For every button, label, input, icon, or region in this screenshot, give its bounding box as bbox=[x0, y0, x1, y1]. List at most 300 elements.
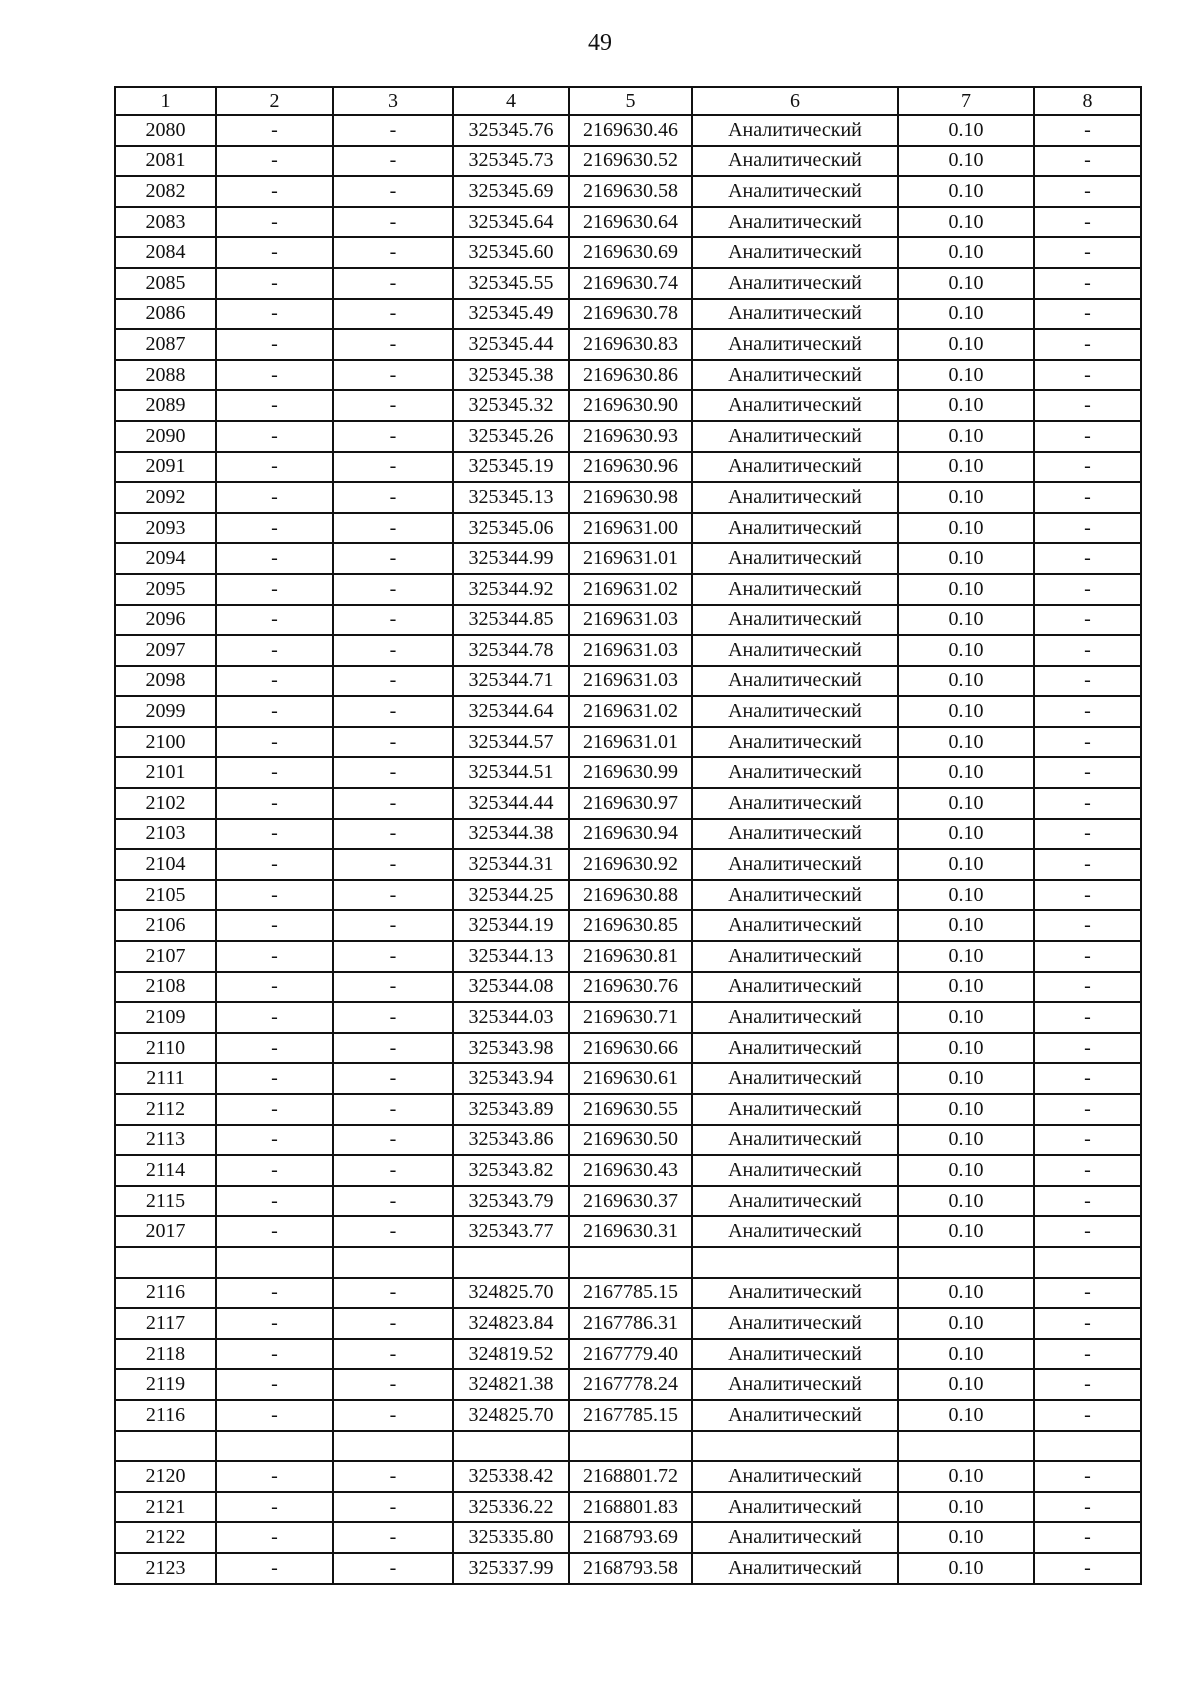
table-cell: 2169630.85 bbox=[569, 910, 692, 941]
table-row bbox=[115, 1369, 1141, 1400]
table-cell: Аналитический bbox=[692, 788, 898, 819]
table-cell: - bbox=[333, 115, 453, 146]
table-cell: - bbox=[216, 329, 333, 360]
table-cell: - bbox=[1034, 696, 1141, 727]
table-cell: 2100 bbox=[115, 727, 216, 758]
table-cell: 2167785.15 bbox=[569, 1400, 692, 1431]
table-cell: 2167786.31 bbox=[569, 1308, 692, 1339]
table-row bbox=[115, 268, 1141, 299]
table-cell: - bbox=[216, 360, 333, 391]
table-cell: - bbox=[216, 1522, 333, 1553]
table-cell bbox=[898, 1431, 1034, 1462]
table-cell: Аналитический bbox=[692, 635, 898, 666]
table-row bbox=[115, 329, 1141, 360]
table-cell: - bbox=[1034, 268, 1141, 299]
table-row bbox=[115, 1216, 1141, 1247]
table-body bbox=[115, 115, 1141, 1584]
table-cell: - bbox=[1034, 1278, 1141, 1309]
table-cell: 0.10 bbox=[898, 849, 1034, 880]
table-cell: 325343.86 bbox=[453, 1125, 569, 1156]
table-cell: 325345.55 bbox=[453, 268, 569, 299]
table-cell: 325335.80 bbox=[453, 1522, 569, 1553]
table-cell: Аналитический bbox=[692, 237, 898, 268]
table-row bbox=[115, 1400, 1141, 1431]
table-cell: 2118 bbox=[115, 1339, 216, 1370]
table-row bbox=[115, 176, 1141, 207]
table-cell: 325344.25 bbox=[453, 880, 569, 911]
table-cell: - bbox=[1034, 1155, 1141, 1186]
table-cell bbox=[115, 1431, 216, 1462]
table-cell: - bbox=[216, 1461, 333, 1492]
table-cell: - bbox=[216, 1094, 333, 1125]
table-cell: 2116 bbox=[115, 1278, 216, 1309]
table-cell: - bbox=[333, 941, 453, 972]
table-cell: 2169631.03 bbox=[569, 666, 692, 697]
table-cell: - bbox=[216, 1002, 333, 1033]
table-cell: 2169630.37 bbox=[569, 1186, 692, 1217]
table-cell: 0.10 bbox=[898, 1216, 1034, 1247]
table-cell bbox=[333, 1431, 453, 1462]
table-cell: - bbox=[216, 299, 333, 330]
table-cell: 325345.60 bbox=[453, 237, 569, 268]
table-cell: - bbox=[216, 1155, 333, 1186]
table-cell: - bbox=[216, 910, 333, 941]
table-cell: 2169631.00 bbox=[569, 513, 692, 544]
table-cell: - bbox=[333, 452, 453, 483]
table-cell: - bbox=[1034, 757, 1141, 788]
table-cell: - bbox=[1034, 635, 1141, 666]
table-cell: - bbox=[216, 727, 333, 758]
table-cell: 0.10 bbox=[898, 788, 1034, 819]
table-cell: - bbox=[333, 880, 453, 911]
table-cell: 0.10 bbox=[898, 452, 1034, 483]
table-cell: 325345.26 bbox=[453, 421, 569, 452]
table-cell: 0.10 bbox=[898, 1522, 1034, 1553]
coordinates-table bbox=[114, 86, 1142, 1585]
table-cell: 2169630.81 bbox=[569, 941, 692, 972]
table-cell: Аналитический bbox=[692, 1125, 898, 1156]
table-cell: - bbox=[1034, 237, 1141, 268]
table-cell: 325343.89 bbox=[453, 1094, 569, 1125]
table-cell: - bbox=[333, 329, 453, 360]
table-cell: 2169631.03 bbox=[569, 635, 692, 666]
table-cell: 2105 bbox=[115, 880, 216, 911]
table-cell: 2169630.58 bbox=[569, 176, 692, 207]
table-cell: 2114 bbox=[115, 1155, 216, 1186]
table-cell: - bbox=[216, 1125, 333, 1156]
table-cell: 325345.44 bbox=[453, 329, 569, 360]
table-cell: - bbox=[1034, 207, 1141, 238]
table-row bbox=[115, 941, 1141, 972]
table-cell: 2088 bbox=[115, 360, 216, 391]
table-cell: 2169630.90 bbox=[569, 390, 692, 421]
table-cell: - bbox=[1034, 1400, 1141, 1431]
table-cell: - bbox=[333, 1339, 453, 1370]
table-row bbox=[115, 1125, 1141, 1156]
table-cell: - bbox=[1034, 880, 1141, 911]
table-row bbox=[115, 910, 1141, 941]
table-row bbox=[115, 452, 1141, 483]
table-row bbox=[115, 299, 1141, 330]
table-cell: Аналитический bbox=[692, 176, 898, 207]
table-cell: - bbox=[333, 757, 453, 788]
table-cell: Аналитический bbox=[692, 1216, 898, 1247]
table-cell: 0.10 bbox=[898, 972, 1034, 1003]
table-cell: 2167785.15 bbox=[569, 1278, 692, 1309]
table-cell bbox=[898, 1247, 1034, 1278]
table-cell: 0.10 bbox=[898, 666, 1034, 697]
table-cell: - bbox=[333, 1094, 453, 1125]
table-cell: 2113 bbox=[115, 1125, 216, 1156]
table-cell: 2169630.74 bbox=[569, 268, 692, 299]
table-cell: 2099 bbox=[115, 696, 216, 727]
table-cell: 325344.99 bbox=[453, 543, 569, 574]
table-cell: 2169630.64 bbox=[569, 207, 692, 238]
table-cell: 2169630.92 bbox=[569, 849, 692, 880]
table-cell: - bbox=[333, 1186, 453, 1217]
table-cell: Аналитический bbox=[692, 1369, 898, 1400]
table-cell: - bbox=[333, 605, 453, 636]
table-cell: - bbox=[1034, 452, 1141, 483]
table-cell: 2082 bbox=[115, 176, 216, 207]
table-cell: 2169631.02 bbox=[569, 696, 692, 727]
column-header: 7 bbox=[898, 87, 1034, 115]
table-row bbox=[115, 819, 1141, 850]
table-cell: Аналитический bbox=[692, 849, 898, 880]
table-cell: - bbox=[333, 1155, 453, 1186]
table-cell: - bbox=[216, 390, 333, 421]
table-row bbox=[115, 696, 1141, 727]
table-cell: 325343.82 bbox=[453, 1155, 569, 1186]
table-cell: 2169631.02 bbox=[569, 574, 692, 605]
table-row bbox=[115, 360, 1141, 391]
table-cell: 0.10 bbox=[898, 421, 1034, 452]
table-cell: 2085 bbox=[115, 268, 216, 299]
table-cell: - bbox=[216, 757, 333, 788]
table-cell: 325345.64 bbox=[453, 207, 569, 238]
table-cell: 2103 bbox=[115, 819, 216, 850]
table-cell: 0.10 bbox=[898, 513, 1034, 544]
table-cell: 2168793.69 bbox=[569, 1522, 692, 1553]
table-cell: 0.10 bbox=[898, 757, 1034, 788]
table-cell: - bbox=[216, 1553, 333, 1584]
table-cell: - bbox=[333, 421, 453, 452]
table-cell bbox=[692, 1431, 898, 1462]
table-row bbox=[115, 1033, 1141, 1064]
table-cell: 2083 bbox=[115, 207, 216, 238]
table-cell: 325345.76 bbox=[453, 115, 569, 146]
table-cell: 0.10 bbox=[898, 1094, 1034, 1125]
table-cell: Аналитический bbox=[692, 299, 898, 330]
table-cell: - bbox=[333, 849, 453, 880]
table-cell: - bbox=[1034, 115, 1141, 146]
table-cell: 2084 bbox=[115, 237, 216, 268]
table-row bbox=[115, 1308, 1141, 1339]
table-cell: - bbox=[333, 635, 453, 666]
column-header: 6 bbox=[692, 87, 898, 115]
table-cell: - bbox=[333, 696, 453, 727]
table-cell: 2169630.99 bbox=[569, 757, 692, 788]
table-row bbox=[115, 1461, 1141, 1492]
table-row bbox=[115, 788, 1141, 819]
table-cell: 2119 bbox=[115, 1369, 216, 1400]
table-cell: - bbox=[1034, 1216, 1141, 1247]
table-cell: 2169630.31 bbox=[569, 1216, 692, 1247]
table-cell: Аналитический bbox=[692, 268, 898, 299]
table-cell: 325336.22 bbox=[453, 1492, 569, 1523]
table-cell: 325345.49 bbox=[453, 299, 569, 330]
table-cell: - bbox=[1034, 1186, 1141, 1217]
table-cell: Аналитический bbox=[692, 941, 898, 972]
table-cell: 0.10 bbox=[898, 268, 1034, 299]
table-cell: - bbox=[1034, 727, 1141, 758]
table-row bbox=[115, 1155, 1141, 1186]
table-row bbox=[115, 727, 1141, 758]
table-cell: - bbox=[333, 482, 453, 513]
table-cell: 0.10 bbox=[898, 1461, 1034, 1492]
table-cell: 325344.31 bbox=[453, 849, 569, 880]
table-cell: 325344.03 bbox=[453, 1002, 569, 1033]
table-cell: 2097 bbox=[115, 635, 216, 666]
table-cell: - bbox=[333, 666, 453, 697]
table-cell: - bbox=[1034, 1492, 1141, 1523]
table-cell: 2115 bbox=[115, 1186, 216, 1217]
table-cell: - bbox=[1034, 666, 1141, 697]
table-cell: 0.10 bbox=[898, 1063, 1034, 1094]
table-cell: - bbox=[216, 513, 333, 544]
table-cell: 2169630.98 bbox=[569, 482, 692, 513]
table-cell: 2091 bbox=[115, 452, 216, 483]
table-cell: Аналитический bbox=[692, 115, 898, 146]
table-cell: 325343.79 bbox=[453, 1186, 569, 1217]
table-cell bbox=[453, 1431, 569, 1462]
table-cell: 2167778.24 bbox=[569, 1369, 692, 1400]
table-cell: 0.10 bbox=[898, 1033, 1034, 1064]
table-cell: - bbox=[216, 176, 333, 207]
table-cell: - bbox=[216, 1339, 333, 1370]
table-cell: - bbox=[333, 176, 453, 207]
table-cell: 2169630.71 bbox=[569, 1002, 692, 1033]
table-cell: Аналитический bbox=[692, 1522, 898, 1553]
table-cell: 324821.38 bbox=[453, 1369, 569, 1400]
table-row bbox=[115, 1278, 1141, 1309]
table-cell: 2110 bbox=[115, 1033, 216, 1064]
table-cell: 325343.77 bbox=[453, 1216, 569, 1247]
table-cell: 0.10 bbox=[898, 941, 1034, 972]
table-cell: - bbox=[1034, 543, 1141, 574]
table-cell: - bbox=[216, 421, 333, 452]
column-header: 1 bbox=[115, 87, 216, 115]
table-cell: Аналитический bbox=[692, 421, 898, 452]
table-cell: Аналитический bbox=[692, 1461, 898, 1492]
column-header: 4 bbox=[453, 87, 569, 115]
table-cell: - bbox=[216, 543, 333, 574]
table-cell: 2168801.72 bbox=[569, 1461, 692, 1492]
table-cell: - bbox=[333, 1125, 453, 1156]
table-cell: 0.10 bbox=[898, 115, 1034, 146]
table-cell: 0.10 bbox=[898, 390, 1034, 421]
table-cell: 2104 bbox=[115, 849, 216, 880]
table-cell: Аналитический bbox=[692, 1094, 898, 1125]
table-cell: 2169630.76 bbox=[569, 972, 692, 1003]
table-cell: - bbox=[216, 696, 333, 727]
table-cell: Аналитический bbox=[692, 1553, 898, 1584]
table-cell: Аналитический bbox=[692, 819, 898, 850]
table-cell: 2167779.40 bbox=[569, 1339, 692, 1370]
table-cell: - bbox=[1034, 972, 1141, 1003]
table-cell: 0.10 bbox=[898, 1339, 1034, 1370]
table-cell: 325344.64 bbox=[453, 696, 569, 727]
table-row bbox=[115, 1063, 1141, 1094]
table-cell: 2122 bbox=[115, 1522, 216, 1553]
table-cell: 2092 bbox=[115, 482, 216, 513]
column-header: 2 bbox=[216, 87, 333, 115]
table-cell: 0.10 bbox=[898, 1278, 1034, 1309]
table-cell: - bbox=[216, 207, 333, 238]
table-row bbox=[115, 1339, 1141, 1370]
table-cell: 0.10 bbox=[898, 176, 1034, 207]
table-cell: 2169631.01 bbox=[569, 543, 692, 574]
table-cell: 2168801.83 bbox=[569, 1492, 692, 1523]
table-cell: - bbox=[1034, 574, 1141, 605]
table-row bbox=[115, 1094, 1141, 1125]
table-row bbox=[115, 1247, 1141, 1278]
table-cell: - bbox=[1034, 910, 1141, 941]
table-row bbox=[115, 543, 1141, 574]
table-cell: 2120 bbox=[115, 1461, 216, 1492]
table-cell: 0.10 bbox=[898, 299, 1034, 330]
table-cell: 2169630.50 bbox=[569, 1125, 692, 1156]
table-cell: - bbox=[1034, 329, 1141, 360]
table-cell: - bbox=[1034, 299, 1141, 330]
table-cell: - bbox=[1034, 941, 1141, 972]
table-cell: 325344.78 bbox=[453, 635, 569, 666]
table-cell: - bbox=[1034, 176, 1141, 207]
table-cell: 2086 bbox=[115, 299, 216, 330]
table-cell: 2169631.01 bbox=[569, 727, 692, 758]
table-cell: - bbox=[333, 207, 453, 238]
table-cell: Аналитический bbox=[692, 1033, 898, 1064]
table-row bbox=[115, 390, 1141, 421]
table-row bbox=[115, 605, 1141, 636]
table-cell: - bbox=[216, 849, 333, 880]
table-cell: 0.10 bbox=[898, 605, 1034, 636]
table-cell: 0.10 bbox=[898, 1492, 1034, 1523]
table-cell: - bbox=[333, 1461, 453, 1492]
table-cell: Аналитический bbox=[692, 543, 898, 574]
table-cell: Аналитический bbox=[692, 1308, 898, 1339]
table-cell: 325345.73 bbox=[453, 146, 569, 177]
table-cell: 325343.94 bbox=[453, 1063, 569, 1094]
table-cell: - bbox=[216, 1063, 333, 1094]
table-header bbox=[115, 87, 1141, 115]
column-header: 5 bbox=[569, 87, 692, 115]
table-cell: - bbox=[333, 146, 453, 177]
table-row bbox=[115, 1002, 1141, 1033]
table-cell: - bbox=[333, 268, 453, 299]
table-cell: - bbox=[333, 1002, 453, 1033]
table-cell: - bbox=[216, 452, 333, 483]
table-cell: - bbox=[333, 1400, 453, 1431]
table-cell: 2096 bbox=[115, 605, 216, 636]
table-row bbox=[115, 207, 1141, 238]
table-cell: Аналитический bbox=[692, 666, 898, 697]
table-cell bbox=[692, 1247, 898, 1278]
table-cell: 325345.06 bbox=[453, 513, 569, 544]
table-cell: 2095 bbox=[115, 574, 216, 605]
table-cell: - bbox=[333, 574, 453, 605]
page-number: 49 bbox=[588, 30, 612, 56]
table-cell: 2116 bbox=[115, 1400, 216, 1431]
table-cell: 2169630.93 bbox=[569, 421, 692, 452]
table-cell: 0.10 bbox=[898, 1125, 1034, 1156]
table-cell: - bbox=[216, 115, 333, 146]
table-cell: Аналитический bbox=[692, 1492, 898, 1523]
table-cell: 325344.44 bbox=[453, 788, 569, 819]
table-cell: 2117 bbox=[115, 1308, 216, 1339]
table-cell: 2169630.97 bbox=[569, 788, 692, 819]
table-row bbox=[115, 421, 1141, 452]
table-cell: 0.10 bbox=[898, 329, 1034, 360]
table-row bbox=[115, 513, 1141, 544]
table-cell: 2169630.94 bbox=[569, 819, 692, 850]
table-row bbox=[115, 1431, 1141, 1462]
table-cell: - bbox=[216, 972, 333, 1003]
table-row bbox=[115, 880, 1141, 911]
table-cell: - bbox=[216, 1278, 333, 1309]
table-cell: 2081 bbox=[115, 146, 216, 177]
table-cell: - bbox=[333, 788, 453, 819]
table-cell: 325344.57 bbox=[453, 727, 569, 758]
table-cell: - bbox=[333, 299, 453, 330]
table-cell: - bbox=[333, 1033, 453, 1064]
table-cell: 2090 bbox=[115, 421, 216, 452]
table-cell bbox=[216, 1247, 333, 1278]
table-cell: 2168793.58 bbox=[569, 1553, 692, 1584]
table-cell: - bbox=[333, 727, 453, 758]
table-cell: - bbox=[1034, 360, 1141, 391]
table-cell: Аналитический bbox=[692, 390, 898, 421]
table-cell: - bbox=[216, 635, 333, 666]
table-row bbox=[115, 1186, 1141, 1217]
table-cell: 2101 bbox=[115, 757, 216, 788]
table-cell: 2106 bbox=[115, 910, 216, 941]
table-cell: Аналитический bbox=[692, 757, 898, 788]
table-cell: Аналитический bbox=[692, 452, 898, 483]
table-cell: - bbox=[1034, 1125, 1141, 1156]
table-row bbox=[115, 666, 1141, 697]
table-row bbox=[115, 237, 1141, 268]
table-cell: 0.10 bbox=[898, 237, 1034, 268]
table-cell: 2169630.96 bbox=[569, 452, 692, 483]
table-cell: 325344.13 bbox=[453, 941, 569, 972]
table-cell: Аналитический bbox=[692, 1063, 898, 1094]
table-cell bbox=[1034, 1247, 1141, 1278]
table-cell: 2098 bbox=[115, 666, 216, 697]
table-cell: Аналитический bbox=[692, 727, 898, 758]
table-row bbox=[115, 574, 1141, 605]
table-cell: 2102 bbox=[115, 788, 216, 819]
table-cell: - bbox=[1034, 788, 1141, 819]
table-cell: Аналитический bbox=[692, 1400, 898, 1431]
table-cell: 2112 bbox=[115, 1094, 216, 1125]
table-cell: - bbox=[333, 1369, 453, 1400]
table-cell: - bbox=[216, 1033, 333, 1064]
table-cell: - bbox=[333, 819, 453, 850]
table-cell: Аналитический bbox=[692, 1186, 898, 1217]
table-cell: - bbox=[1034, 1033, 1141, 1064]
table-row bbox=[115, 849, 1141, 880]
